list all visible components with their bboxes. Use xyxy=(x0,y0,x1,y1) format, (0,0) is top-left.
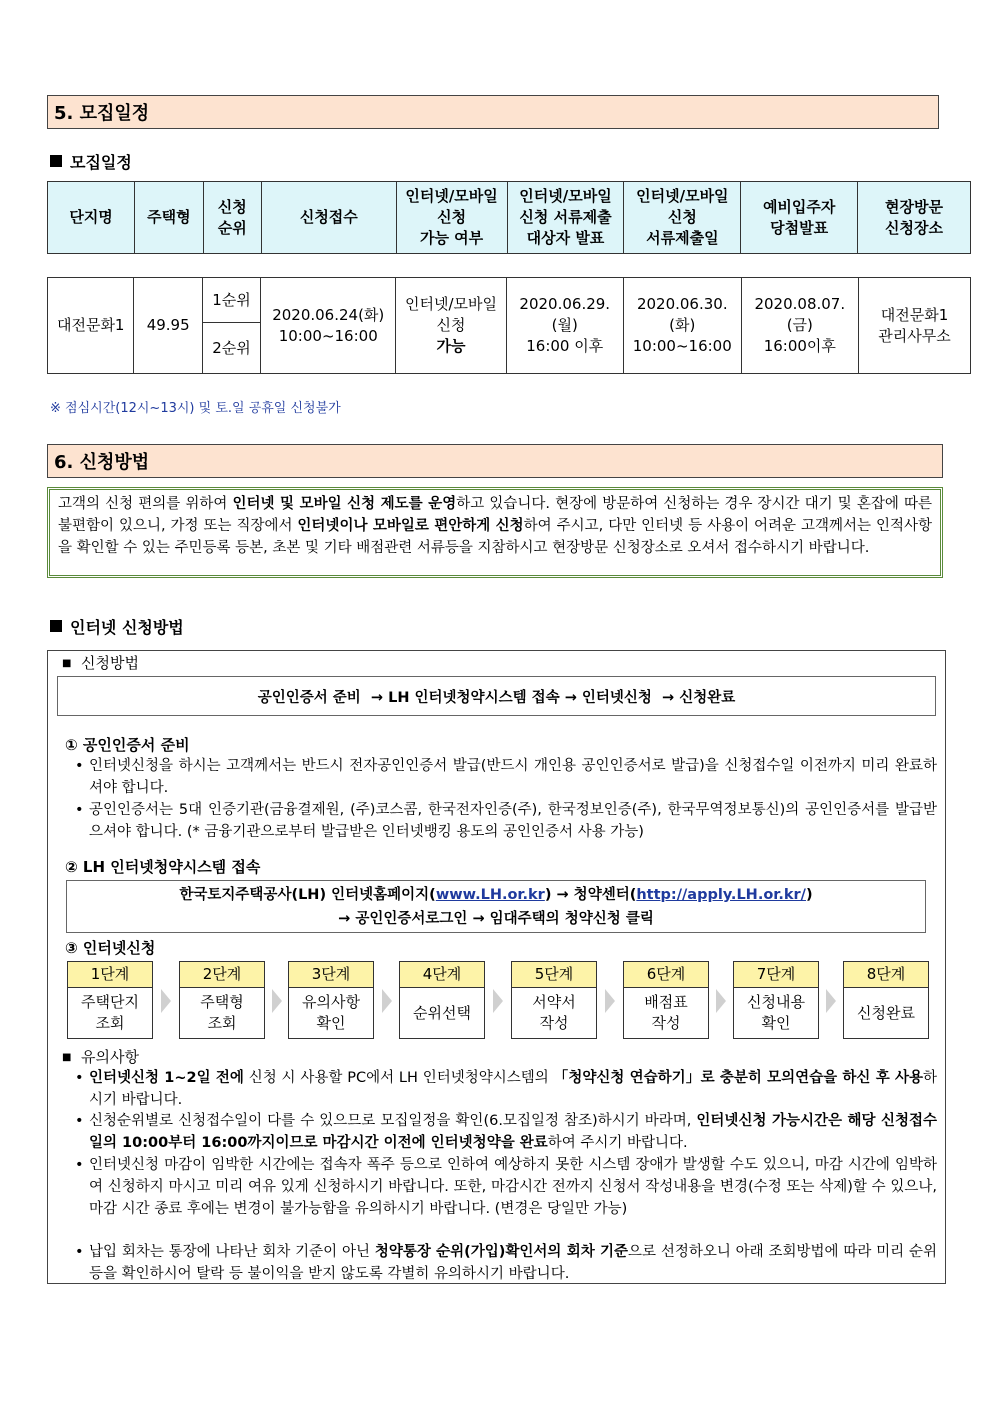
bullet-dot-icon: • xyxy=(75,1157,84,1173)
caution-4-text-a: 납입 회차는 통장에 나타난 회차 기준이 아닌 xyxy=(89,1244,375,1260)
step-body: 신청내용 확인 xyxy=(733,987,819,1039)
section-6-title xyxy=(47,444,943,478)
step-arrow-icon xyxy=(826,989,836,1013)
section-6-title-text: 6. 신청방법 xyxy=(54,452,150,473)
lh-access-text-c: ) xyxy=(805,887,813,903)
apply-center-link[interactable]: http://apply.LH.or.kr/ xyxy=(636,887,806,903)
schedule-subheading-text: 모집일정 xyxy=(70,152,132,172)
step-body: 배점표 작성 xyxy=(623,987,709,1039)
step-body: 순위선택 xyxy=(399,987,485,1039)
step-arrow-icon xyxy=(716,989,726,1013)
item3-title: ③ 인터넷신청 xyxy=(65,939,156,957)
step-header: 7단계 xyxy=(733,961,819,987)
step-arrow-icon xyxy=(605,989,615,1013)
complex-cell: 대전문화1 xyxy=(48,278,134,374)
schedule-header-table xyxy=(47,181,971,254)
header-cell: 인터넷/모바일 신청 가능 여부 xyxy=(396,182,507,254)
header-cell: 인터넷/모바일 신청 서류제출 대상자 발표 xyxy=(507,182,624,254)
place-cell: 대전문화1 관리사무소 xyxy=(859,278,971,374)
bullet-dot-icon: • xyxy=(75,758,84,774)
cautions-label-text: 유의사항 xyxy=(81,1048,139,1066)
bullet-dot-icon: • xyxy=(75,1070,84,1086)
step-header: 4단계 xyxy=(399,961,485,987)
intro-bold-2: 인터넷이나 모바일로 편안하게 신청 xyxy=(297,518,524,534)
square-bullet-icon xyxy=(50,155,62,167)
rank1-cell: 1순위 xyxy=(202,278,260,323)
caution-2-bold-b: 인터넷신청 가능시간은 해당 신청접수일의 10:00부터 16:00까지이므로 마감시간 이전에 인터넷청약을 완료 xyxy=(89,1113,937,1151)
step-body: 주택형 조회 xyxy=(179,987,265,1039)
step-header: 3단계 xyxy=(288,961,374,987)
method-flow-box xyxy=(57,676,936,716)
caution-4 xyxy=(75,1241,938,1285)
bullet-dot-icon: • xyxy=(75,1113,84,1129)
intro-text-2: 하고 있습니다. 현장에 방문하여 신청하는 경우 장시간 대기 및 혼잡에 따른 불편함이 있으니, 가정 또는 직장에서 xyxy=(58,496,932,534)
rank2-cell: 2순위 xyxy=(202,323,260,374)
header-cell: 신청접수 xyxy=(262,182,397,254)
type-cell: 49.95 xyxy=(134,278,202,374)
announce-cell: 2020.06.29.(월) 16:00 이후 xyxy=(506,278,623,374)
step-arrow-icon xyxy=(161,989,171,1013)
caution-2-text-c: 하여 주시기 바랍니다. xyxy=(547,1135,688,1151)
small-square-icon: ■ xyxy=(62,1052,72,1063)
caution-2-text-a: 신청순위별로 신청접수일이 다를 수 있으므로 모집일정을 확인(6.모집일정 참조)하시기 바라며, xyxy=(89,1113,697,1129)
method-label xyxy=(62,652,139,673)
header-cell: 예비입주자 당첨발표 xyxy=(741,182,858,254)
step-arrow-icon xyxy=(382,989,392,1013)
online-cell xyxy=(396,278,506,374)
header-cell: 주택형 xyxy=(135,182,203,254)
intro-bold-1: 인터넷 및 모바일 신청 제도를 운영 xyxy=(232,496,457,512)
step-arrow-icon xyxy=(493,989,503,1013)
online-line2: 신청 xyxy=(436,316,466,334)
section-5-title-text: 5. 모집일정 xyxy=(54,103,150,124)
online-line3: 가능 xyxy=(436,337,466,355)
caution-4-bold-b: 청약통장 순위(가입)확인서의 회차 기준 xyxy=(374,1244,628,1260)
item2-title: ② LH 인터넷청약시스템 접속 xyxy=(65,858,261,876)
caution-1-text-d: 하시기 바랍니다. xyxy=(89,1070,937,1108)
lh-access-text-a: 한국토지주택공사(LH) 인터넷홈페이지( xyxy=(179,887,436,903)
step-header: 2단계 xyxy=(179,961,265,987)
step-body: 신청완료 xyxy=(843,987,929,1039)
cautions-label xyxy=(62,1046,139,1067)
caution-4-text-c: 으로 선정하오니 아래 조회방법에 따라 미리 순위 등을 확인하시어 탈락 등 불이익을 받지 않도록 각별히 유의하시기 바랍니다. xyxy=(89,1244,938,1282)
step-body: 유의사항 확인 xyxy=(288,987,374,1039)
caution-3-text: 인터넷신청 마감이 임박한 시간에는 접속자 폭주 등으로 인하여 예상하지 못한 시스템 장애가 발생할 수도 있으니, 마감 시간에 임박하여 신청하지 마시고 미리 여유 있게 신청하시기 바랍니다. 또한, 마감시간 전까지 신청서 작성내용을 변경(수정 또는 삭제)할 수 있으나, 마감 시간 종료 후에는 변경이 불가능함을 유의하시기 바랍니다. (변경은 당일만 가능) xyxy=(89,1157,937,1217)
step-header: 8단계 xyxy=(843,961,929,987)
application-cell: 2020.06.24(화) 10:00~16:00 xyxy=(260,278,396,374)
caution-1-text-b: 신청 시 사용할 PC에서 LH 인터넷청약시스템의 xyxy=(243,1070,554,1086)
caution-3 xyxy=(75,1154,937,1220)
step-header: 1단계 xyxy=(67,961,153,987)
caution-1-bold-a: 인터넷신청 1~2일 전에 xyxy=(89,1070,244,1086)
header-cell: 인터넷/모바일 신청 서류제출일 xyxy=(624,182,741,254)
item1-bullet-1-text: 인터넷신청을 하시는 고객께서는 반드시 전자공인인증서 발급(반드시 개인용 공인인증서로 발급)을 신청접수일 이전까지 미리 완료하셔야 합니다. xyxy=(89,758,937,796)
lh-access-line2: → 공인인증서로그인 → 임대주택의 청약신청 클릭 xyxy=(338,911,654,927)
bullet-dot-icon: • xyxy=(75,802,84,818)
header-cell: 신청 순위 xyxy=(203,182,261,254)
internet-heading xyxy=(50,615,184,637)
caution-2 xyxy=(75,1110,937,1154)
header-cell: 단지명 xyxy=(48,182,135,254)
item1-bullet-2-text: 공인인증서는 5대 인증기관(금융결제원, (주)코스콤, 한국전자인증(주), 한국정보인증(주), 한국무역정보통신)의 공인인증서를 발급받으셔야 합니다. (* 금융기관으로부터 발급받은 인터넷뱅킹 용도의 공인인증서 사용 가능) xyxy=(89,802,937,840)
item1-title: ① 공인인증서 준비 xyxy=(65,736,190,754)
internet-heading-text: 인터넷 신청방법 xyxy=(70,617,184,637)
step-header: 6단계 xyxy=(623,961,709,987)
step-body: 주택단지 조회 xyxy=(67,987,153,1039)
caution-1-bold-c: 「청약신청 연습하기」로 충분히 모의연습을 하신 후 사용 xyxy=(553,1070,923,1086)
schedule-subheading xyxy=(50,150,132,172)
item1-bullet-1 xyxy=(75,755,937,799)
intro-text-3: 하여 주시고, 다만 인터넷 등 사용이 어려운 고객께서는 인적사항을 확인할 수 있는 주민등록 등본, 초본 및 기타 배점관련 서류등을 지참하시고 현장방문 신청장소로 오셔서 접수하시기 바랍니다. xyxy=(58,518,932,556)
header-cell: 현장방문 신청장소 xyxy=(858,182,971,254)
online-line1: 인터넷/모바일 xyxy=(405,295,497,313)
method-flow-text: 공인인증서 준비 → LH 인터넷청약시스템 접속 → 인터넷신청 → 신청완료 xyxy=(257,689,736,706)
bullet-dot-icon: • xyxy=(75,1244,84,1260)
intro-text-1: 고객의 신청 편의를 위하여 xyxy=(58,496,233,512)
step-body: 서약서 작성 xyxy=(511,987,597,1039)
lh-access-box xyxy=(66,880,926,933)
caution-1 xyxy=(75,1067,937,1111)
lh-access-line1 xyxy=(67,883,925,907)
item1-bullet-2 xyxy=(75,799,937,843)
step-arrow-icon xyxy=(272,989,282,1013)
small-square-icon: ■ xyxy=(62,658,72,669)
intro-paragraph xyxy=(47,487,943,578)
winner-cell: 2020.08.07.(금) 16:00이후 xyxy=(741,278,858,374)
lh-homepage-link[interactable]: www.LH.or.kr xyxy=(435,887,545,903)
method-label-text: 신청방법 xyxy=(81,654,139,672)
submit-cell: 2020.06.30.(화) 10:00~16:00 xyxy=(623,278,741,374)
step-header: 5단계 xyxy=(511,961,597,987)
square-bullet-icon xyxy=(50,620,62,632)
section-5-title xyxy=(47,95,939,129)
schedule-note: ※ 점심시간(12시~13시) 및 토.일 공휴일 신청불가 xyxy=(50,401,341,416)
schedule-body-table xyxy=(47,277,971,374)
lh-access-text-b: ) → 청약센터( xyxy=(544,887,637,903)
